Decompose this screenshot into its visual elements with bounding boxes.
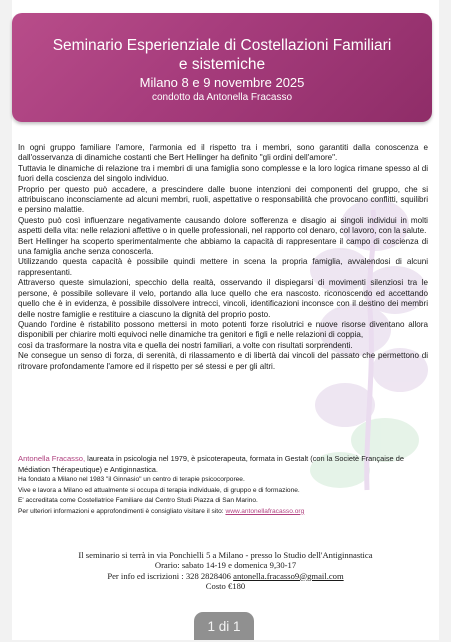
- bio-line: Vive e lavora a Milano ed attualmente si occupa di terapia individuale, di gruppo e di formazione.: [18, 486, 300, 494]
- paragraph: così da trasformare la nostra vita e quella dei nostri familiari, a volte con risultati sorprendenti.: [18, 340, 353, 350]
- bio-line: Ha fondato a Milano nel 1983 "il Ginnasio" un centro di terapie psicocorporee.: [18, 476, 245, 483]
- page-indicator: 1 di 1: [194, 612, 254, 640]
- contact-line: [12, 571, 439, 581]
- author-bio: [18, 454, 428, 517]
- page-title-continued: e sistemiche: [178, 56, 266, 73]
- bio-line: E' accreditata come Costellatrice Familiare dal Centro Studi Piazza di San Marino.: [18, 497, 258, 505]
- paragraph: Questo può così influenzare negativamente causando dolore sofferenza e disagio ai singoli individui in molti aspetti della vita: nelle relazioni affettive o in quelle professionali, nel rapporto col denaro, col lavoro, con la salute.: [18, 215, 428, 236]
- contact-text: Per info ed iscrizioni : 328 2828406: [107, 570, 234, 581]
- bio-line: Per ulteriori informazioni e approfondimenti è consigliato visitare il sito:: [18, 507, 226, 515]
- title-banner: [12, 13, 432, 122]
- paragraph: Tuttavia le dinamiche di relazione tra i membri di una famiglia sono complesse e la loro logica rimane spesso al di fuori della coscienza del singolo individuo.: [18, 163, 428, 184]
- venue-text: Il seminario si terrà in via Ponchielli 5 a Milano - presso lo Studio dell'Antiginnastica: [78, 550, 373, 560]
- paragraph: Ne consegue un senso di forza, di serenità, di rilassamento e di libertà dai vincoli del passato che permettono di ritrovare profondamente l'amore ed il rispetto per sé stessi e per gli altri.: [18, 351, 428, 371]
- author-name: Antonella Fracasso,: [18, 454, 86, 463]
- paragraph: Utilizzando questa capacità è possibile quindi mettere in scena la propria famiglia, avvalendosi di alcuni rappresentanti.: [18, 257, 428, 277]
- event-conductor: condotto da Antonella Fracasso: [151, 92, 293, 103]
- bio-line: laureata in psicologia nel 1979, è psicoterapeuta, formata in Gestalt (con la Societè Française de Médiation Thérapeutique) e Antiginnastica.: [18, 454, 404, 474]
- bio-website-line: [18, 507, 428, 518]
- paragraph: Proprio per questo può accadere, a prescindere dalle buone intenzioni dei componenti del gruppo, che si attribuiscano inconsciamente ad alcuni membri, ruoli, aspettative o responsabilità che provocano conflitti, squilibri e persino malattie.: [18, 184, 428, 215]
- paragraph: Attraverso queste simulazioni, specchio della realtà, osservando il dispiegarsi di movimenti silenziosi tra le persone, è possibile sollevare il velo, portando alla luce quello che era nascosto. riconoscendo ed accettando quello che è in evidenza, è possibile dissolvere intrecci, vincoli, identificazioni inconsce con il destino dei membri delle nostre famiglie e restituire a ciascuno la dignità del proprio posto.: [18, 278, 428, 319]
- hours-text: Orario: sabato 14-19 e domenica 9,30-17: [154, 560, 297, 571]
- paragraph: Bert Hellinger ha scoperto sperimentalmente che abbiamo la capacità di rappresentare il campo di coscienza di una famiglia anche senza conoscerla.: [18, 236, 428, 257]
- cost-text: Costo €180: [205, 580, 246, 591]
- event-details: [12, 550, 439, 591]
- page-title: Seminario Esperienziale di Costellazioni Familiari: [52, 37, 392, 54]
- paragraph: In ogni gruppo familiare l'amore, l'armonia ed il rispetto tra i membri, sono garantiti dalla conoscenza e dall'osservanza di dinamiche costanti che Bert Hellinger ha definito "gli ordini dell'amore".: [18, 143, 428, 163]
- event-date: Milano 8 e 9 novembre 2025: [139, 75, 305, 90]
- paragraph: Quando l'ordine è ristabilito possono mettersi in moto potenti forze risolutrici e nuove risorse diventano allora disponibili per chiarire molti equivoci nelle dinamiche tra genitori e figli e nelle relazioni di coppia,: [18, 319, 428, 340]
- email-link[interactable]: antonella.fracasso9@gmail.com: [233, 570, 344, 581]
- website-link[interactable]: www.antonellafracasso.org: [225, 507, 305, 515]
- article-body: [18, 143, 428, 372]
- bio-intro: [18, 454, 428, 475]
